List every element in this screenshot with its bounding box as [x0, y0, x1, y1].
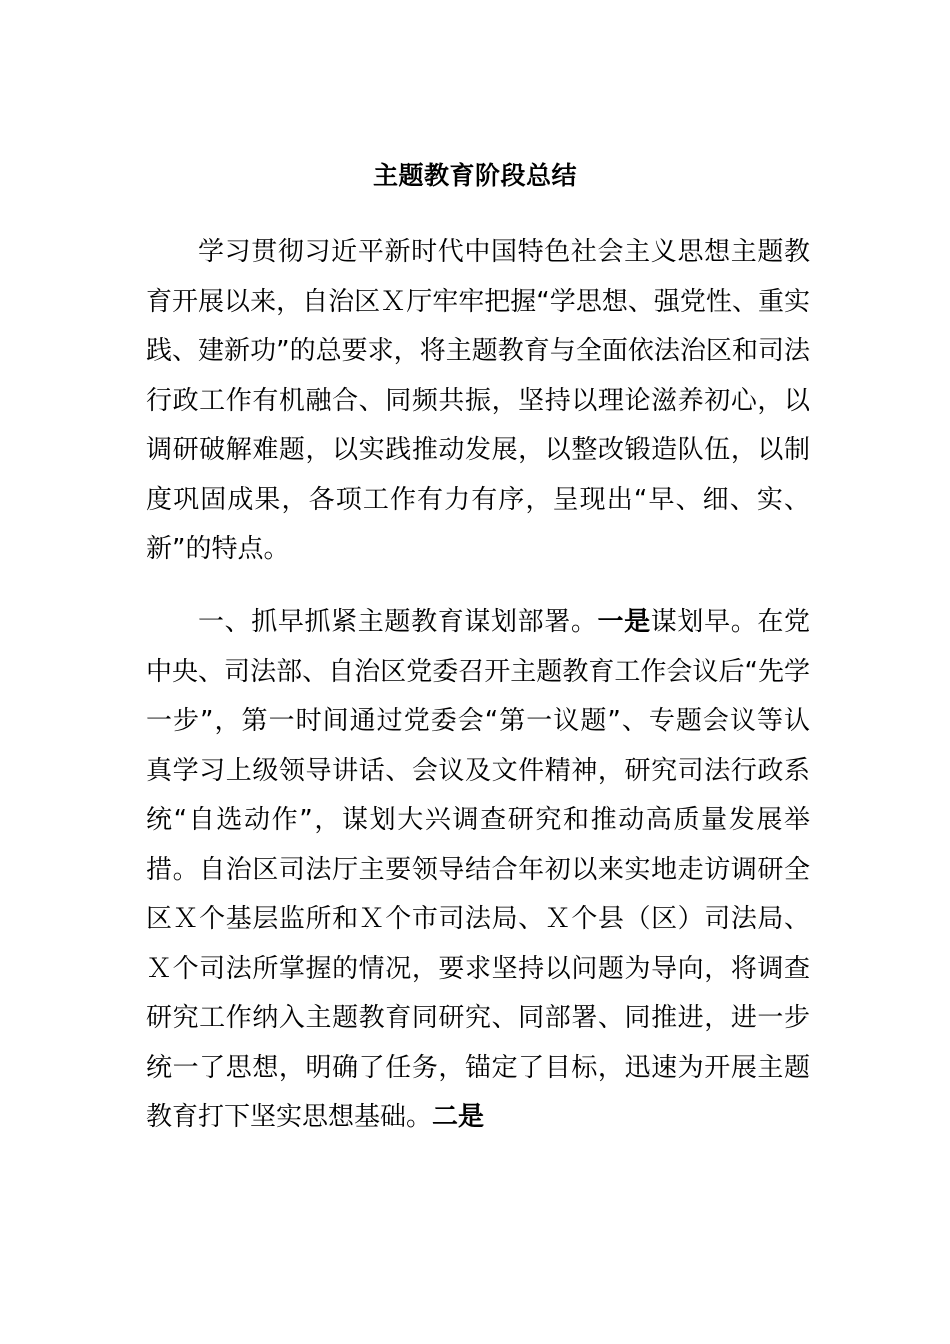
paragraph-section-one — [146, 598, 810, 1143]
point-1-label: 一是 — [597, 607, 651, 637]
point-2-label: 二是 — [432, 1102, 485, 1132]
section-body: 在党中央、司法部、自治区党委召开主题教育工作会议后“先学一步”，第一时间通过党委会“第一议题”、专题会议等认真学习上级领导讲话、会议及文件精神，研究司法行政系统“自选动作”，谋划大兴调查研究和推动高质量发展举措。自治区司法厅主要领导结合年初以来实地走访调研全区Ｘ个基层监所和Ｘ个市司法局、Ｘ个县（区）司法局、Ｘ个司法所掌握的情况，要求坚持以问题为导向，将调查研究工作纳入主题教育同研究、同部署、同推进，进一步统一了思想，明确了任务，锚定了目标，迅速为开展主题教育打下坚实思想基础。 — [146, 607, 810, 1132]
document-title: 主题教育阶段总结 — [372, 161, 577, 190]
point-1-title: 谋划早。 — [650, 607, 758, 637]
paragraph-intro: 学习贯彻习近平新时代中国特色社会主义思想主题教育开展以来，自治区Ｘ厅牢牢把握“学思想、强党性、重实践、建新功”的总要求，将主题教育与全面依法治区和司法行政工作有机融合、同频共振，坚持以理论滋养初心，以调研破解难题，以实践推动发展，以整改锻造队伍，以制度巩固成果，各项工作有力有序，呈现出“早、细、实、新”的特点。 — [146, 237, 810, 564]
section-heading: 一、抓早抓紧主题教育谋划部署。 — [198, 607, 598, 637]
